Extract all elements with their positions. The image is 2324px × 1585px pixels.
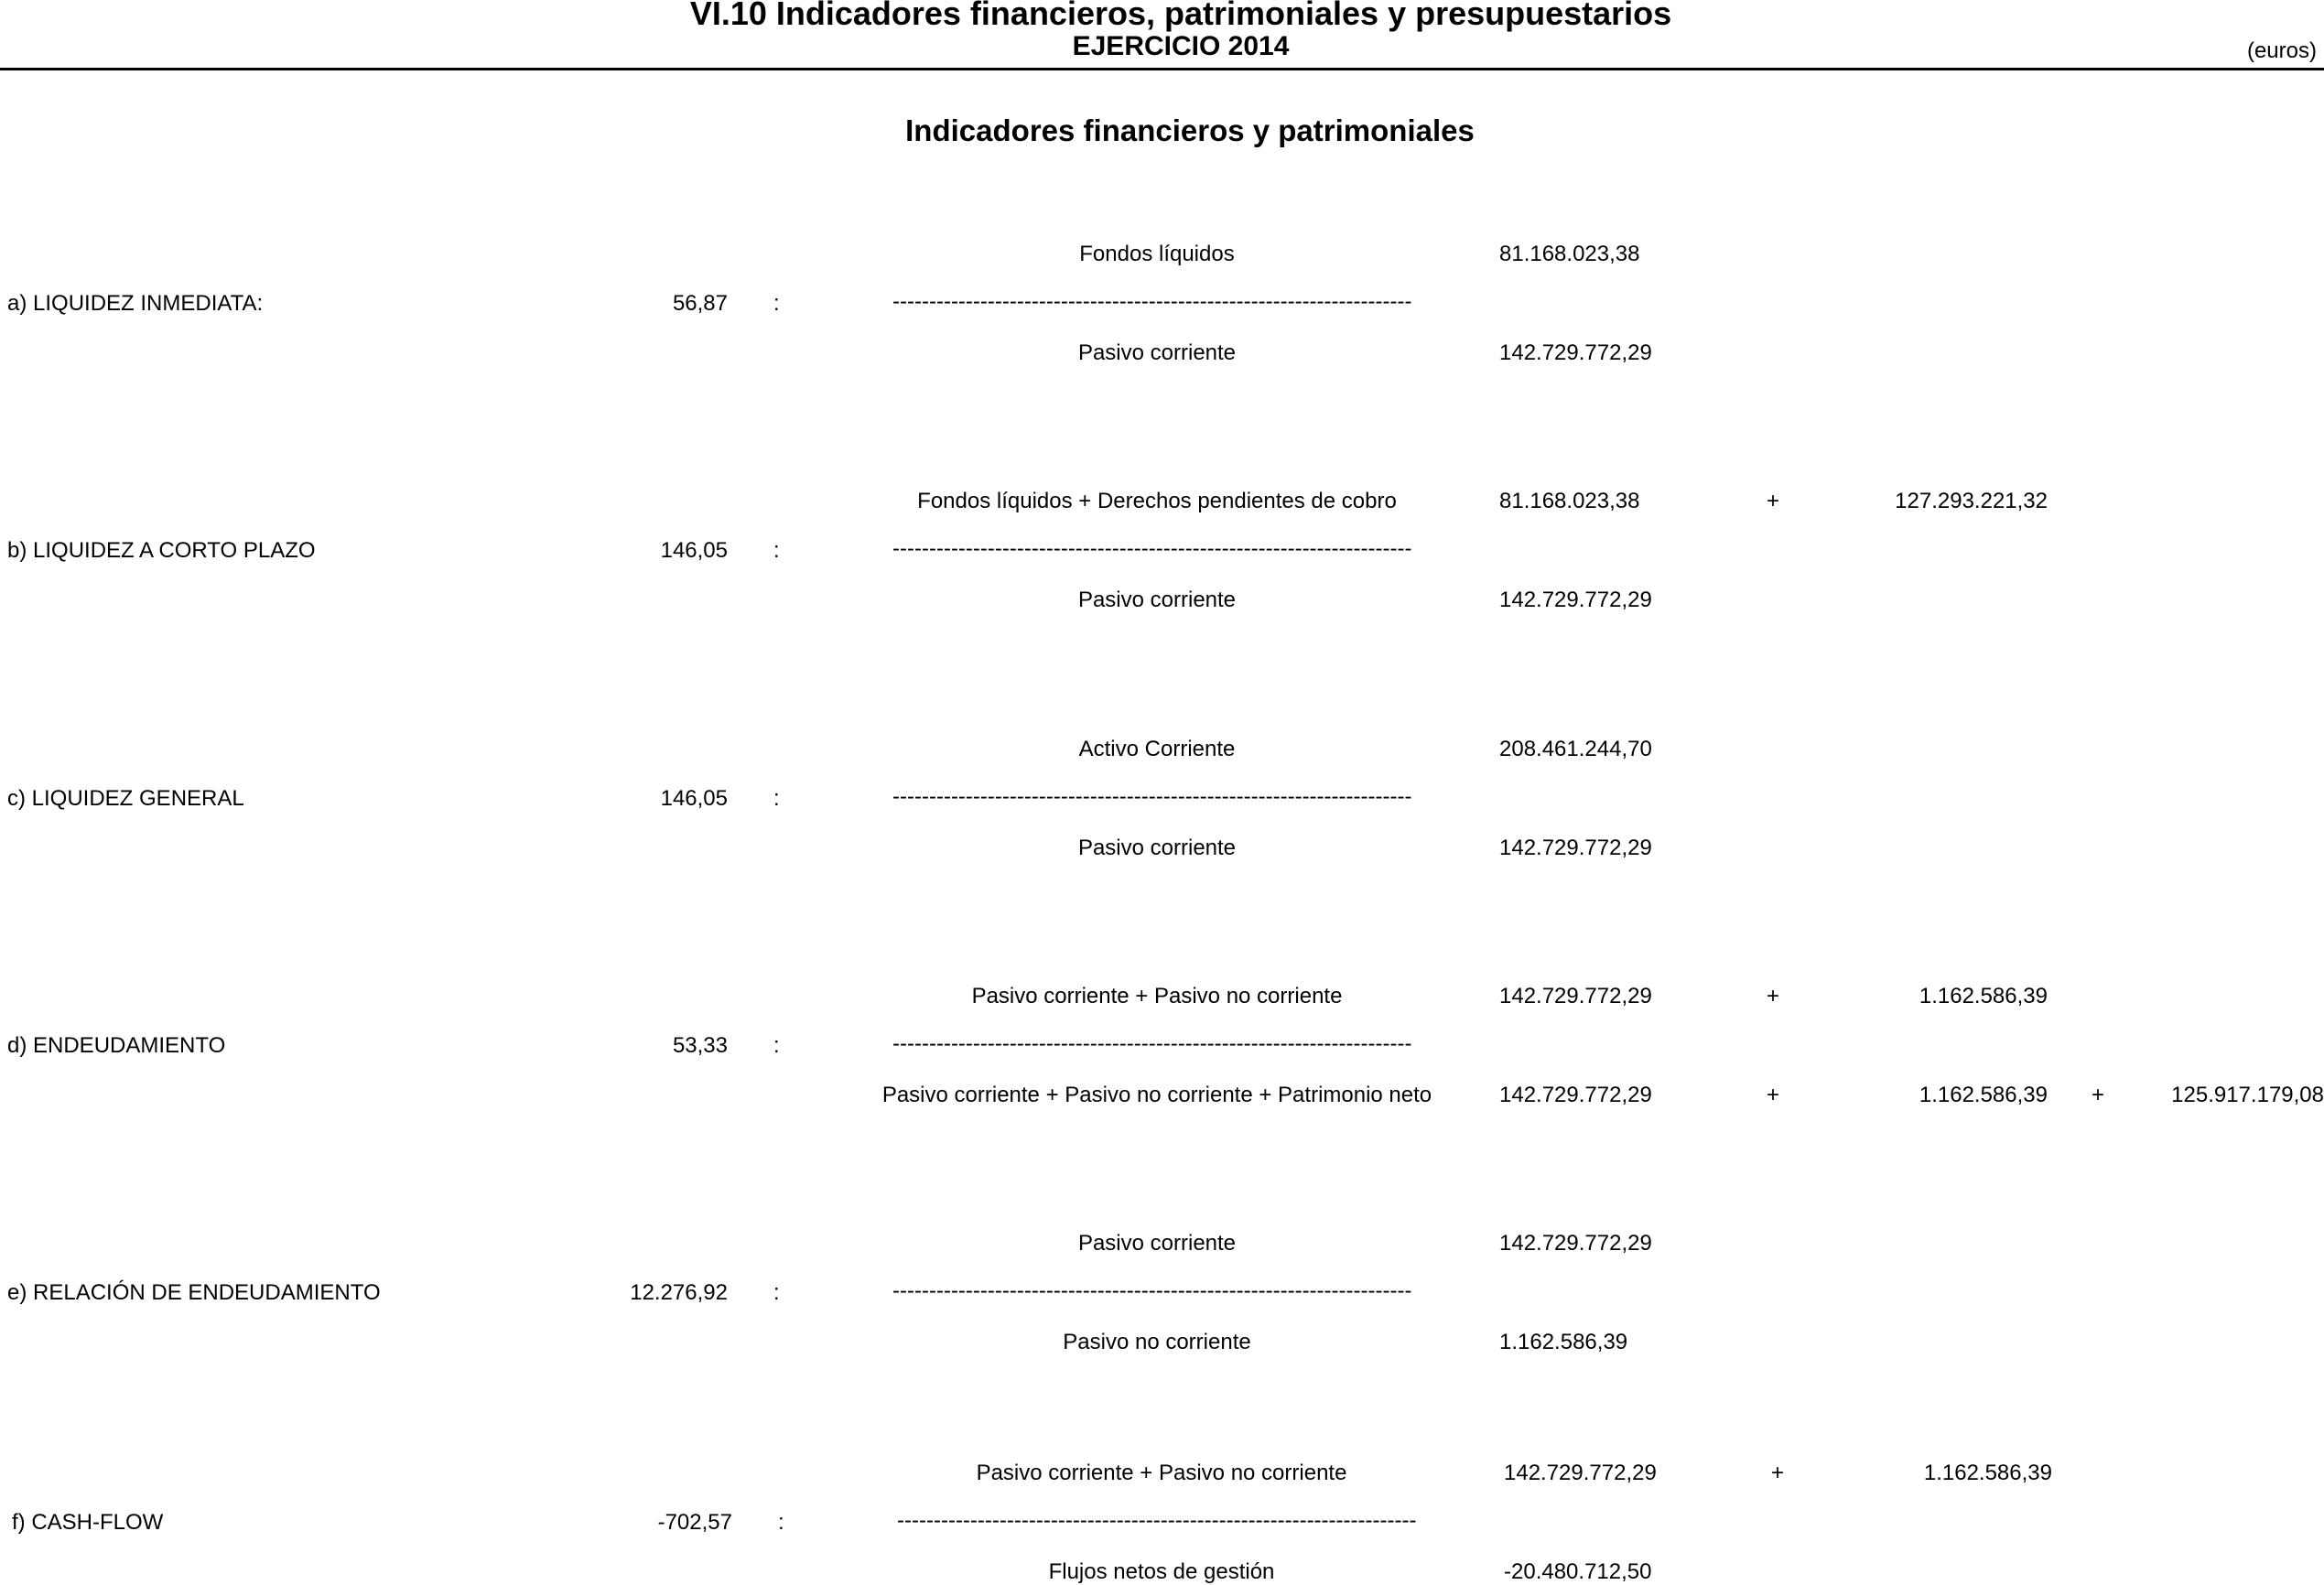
- denominator-label: Pasivo corriente: [1077, 340, 1237, 365]
- report-subtitle: EJERCICIO 2014: [1072, 31, 1290, 61]
- denominator-label: Pasivo corriente + Pasivo no corriente + Patrimonio neto: [881, 1083, 1432, 1107]
- denominator-value: -20.480.712,50: [1504, 1559, 1652, 1584]
- header-rule: [0, 68, 2324, 70]
- indicator-value: 53,33: [672, 1033, 728, 1058]
- numerator-operator: +: [1766, 489, 1779, 513]
- denominator-value: 1.162.586,39: [1499, 1330, 1628, 1354]
- denominator-value: 142.729.772,29: [1499, 836, 1652, 860]
- fraction-divider: -----------------------------------------------------------------------: [892, 289, 1412, 314]
- separator-colon: :: [773, 291, 780, 316]
- denominator-value: 142.729.772,29: [1499, 340, 1652, 365]
- numerator-value: 142.729.772,29: [1504, 1461, 1657, 1485]
- indicator-label: d) ENDEUDAMIENTO: [7, 1033, 226, 1058]
- indicator-label: f) CASH-FLOW: [12, 1510, 164, 1535]
- numerator-label: Fondos líquidos: [1079, 242, 1235, 266]
- denominator-value: 142.729.772,29: [1499, 1083, 1652, 1107]
- numerator-value: 81.168.023,38: [1499, 242, 1640, 266]
- fraction-divider: -----------------------------------------------------------------------: [892, 536, 1412, 561]
- denominator-value: 1.162.586,39: [1919, 1083, 2048, 1107]
- numerator-operator: +: [1770, 1461, 1784, 1485]
- separator-colon: :: [773, 1033, 780, 1058]
- fraction-divider: -----------------------------------------------------------------------: [897, 1508, 1417, 1533]
- fraction-divider: -----------------------------------------------------------------------: [892, 1031, 1412, 1056]
- denominator-operator: +: [2091, 1083, 2104, 1107]
- numerator-value: 127.293.221,32: [1895, 489, 2048, 513]
- numerator-value: 1.162.586,39: [1919, 984, 2048, 1008]
- indicator-value: 146,05: [660, 538, 728, 563]
- denominator-value: 142.729.772,29: [1499, 588, 1652, 612]
- indicator-label: b) LIQUIDEZ A CORTO PLAZO: [7, 538, 316, 563]
- numerator-value: 142.729.772,29: [1499, 984, 1652, 1008]
- numerator-label: Pasivo corriente + Pasivo no corriente: [971, 984, 1343, 1008]
- units-label: (euros): [2246, 38, 2317, 63]
- numerator-value: 208.461.244,70: [1499, 737, 1652, 761]
- indicator-value: 56,87: [672, 291, 728, 316]
- separator-colon: :: [773, 786, 780, 811]
- denominator-label: Pasivo corriente: [1077, 588, 1237, 612]
- indicator-label: e) RELACIÓN DE ENDEUDAMIENTO: [7, 1280, 381, 1305]
- fraction-divider: -----------------------------------------------------------------------: [892, 1278, 1412, 1303]
- denominator-label: Pasivo no corriente: [1063, 1330, 1251, 1354]
- separator-colon: :: [778, 1510, 784, 1535]
- indicator-value: 12.276,92: [630, 1280, 728, 1305]
- denominator-value: 125.917.179,08: [2171, 1083, 2324, 1107]
- denominator-label: Flujos netos de gestión: [1048, 1559, 1275, 1584]
- separator-colon: :: [773, 538, 780, 563]
- indicator-label: a) LIQUIDEZ INMEDIATA:: [7, 291, 264, 316]
- numerator-label: Pasivo corriente + Pasivo no corriente: [976, 1461, 1347, 1485]
- numerator-operator: +: [1766, 984, 1779, 1008]
- numerator-value: 1.162.586,39: [1923, 1461, 2052, 1485]
- numerator-value: 81.168.023,38: [1499, 489, 1640, 513]
- numerator-label: Pasivo corriente: [1077, 1231, 1237, 1256]
- denominator-label: Pasivo corriente: [1077, 836, 1237, 860]
- indicator-value: -702,57: [657, 1510, 732, 1535]
- fraction-divider: -----------------------------------------------------------------------: [892, 784, 1412, 809]
- indicator-label: c) LIQUIDEZ GENERAL: [7, 786, 244, 811]
- report-title: VI.10 Indicadores financieros, patrimoniales y presupuestarios: [689, 0, 1672, 32]
- indicator-value: 146,05: [660, 786, 728, 811]
- separator-colon: :: [773, 1280, 780, 1305]
- numerator-label: Activo Corriente: [1078, 737, 1236, 761]
- numerator-label: Fondos líquidos + Derechos pendientes de cobro: [917, 489, 1397, 513]
- numerator-value: 142.729.772,29: [1499, 1231, 1652, 1256]
- section-title: Indicadores financieros y patrimoniales: [905, 113, 1475, 147]
- denominator-operator: +: [1766, 1083, 1779, 1107]
